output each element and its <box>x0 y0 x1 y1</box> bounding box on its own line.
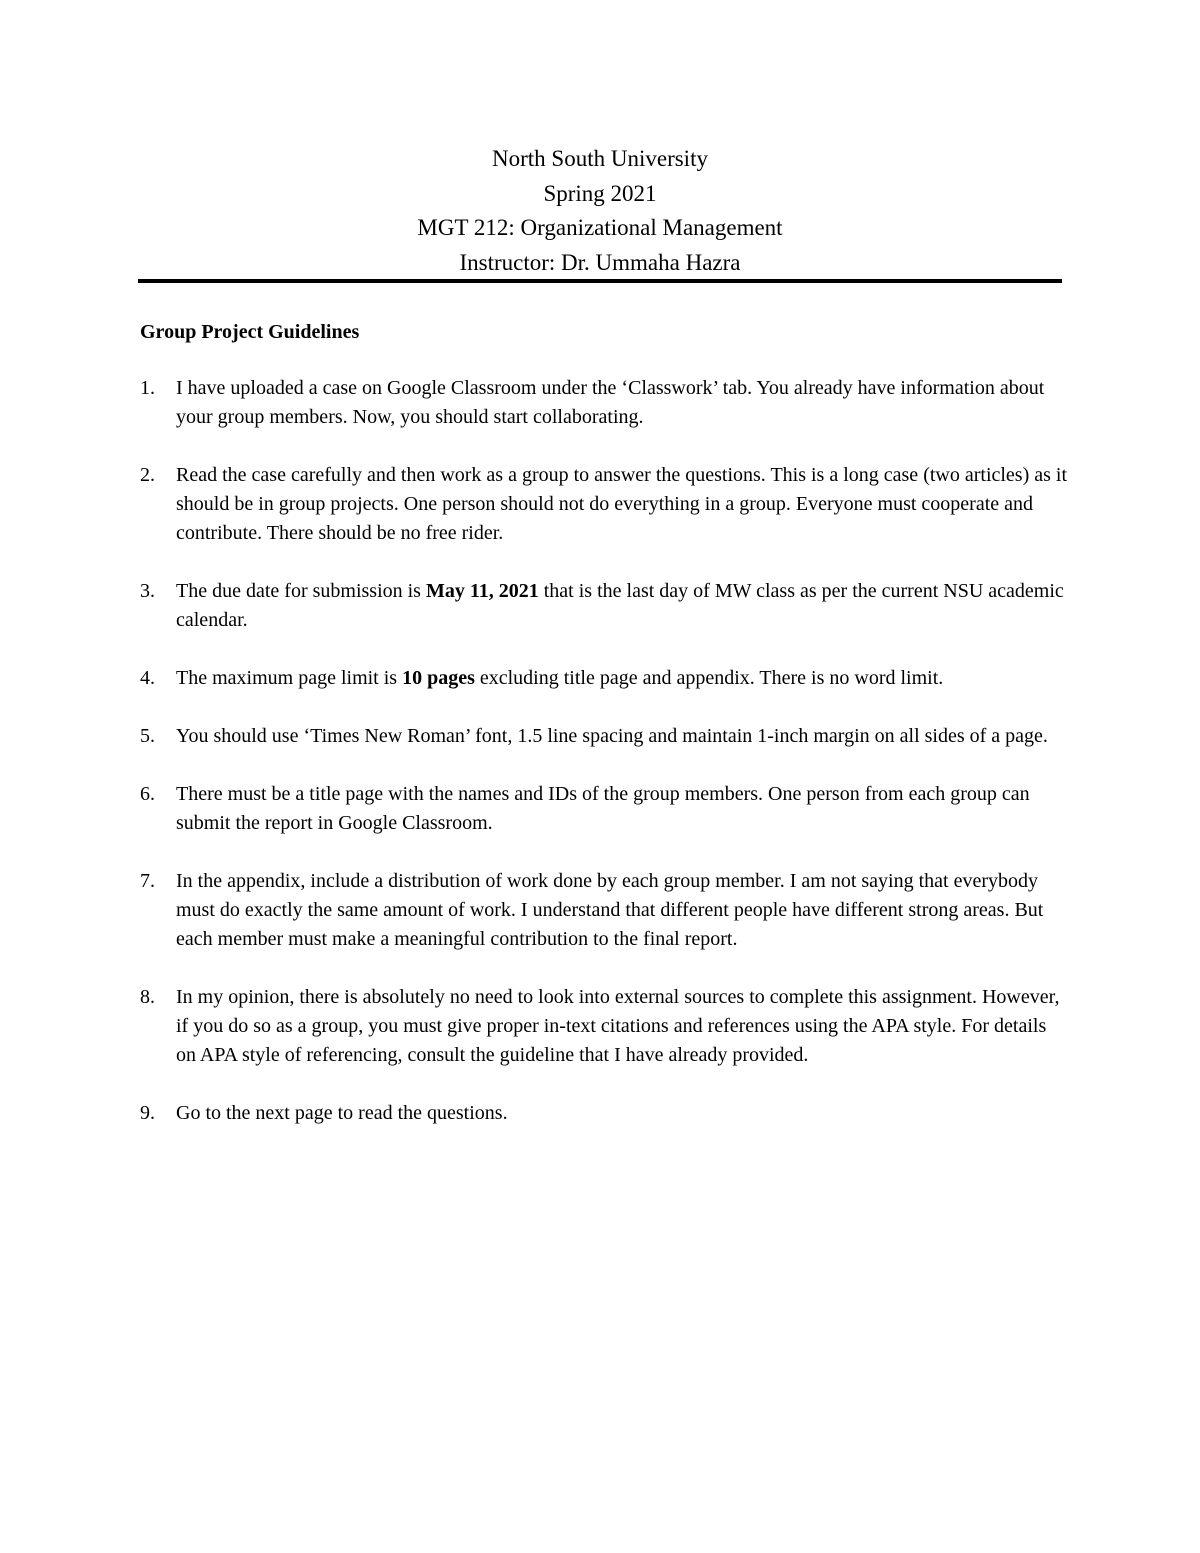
list-item <box>140 461 1070 548</box>
item-number: 1. <box>140 377 155 399</box>
item-text <box>176 577 1070 635</box>
list-item <box>140 664 1070 693</box>
due-date: May 11, 2021 <box>425 580 539 602</box>
item-number: 7. <box>140 870 155 892</box>
item-text: In the appendix, include a distribution of work done by each group member. I am not saying that everybody must do exactly the same amount of work. I understand that different people have different strong areas. But each member must make a meaningful contribution to the final report. <box>176 870 1044 950</box>
item-text: In my opinion, there is absolutely no need to look into external sources to complete this assignment. However, if you do so as a group, you must give proper in-text citations and references using the APA style. For details on APA style of referencing, consult the guideline that I have already provided. <box>176 986 1060 1066</box>
item-number: 5. <box>140 725 155 747</box>
term: Spring 2021 <box>543 180 657 206</box>
list-item <box>140 983 1070 1070</box>
guidelines-list <box>140 374 1070 1157</box>
item-number: 4. <box>140 667 155 689</box>
section-title: Group Project Guidelines <box>140 321 360 343</box>
course-title: MGT 212: Organizational Management <box>417 215 783 240</box>
list-item <box>140 867 1070 954</box>
list-item <box>140 577 1070 635</box>
list-item <box>140 1099 1070 1128</box>
item-text <box>176 664 1070 693</box>
header-divider <box>138 279 1062 283</box>
item-text: You should use ‘Times New Roman’ font, 1.5 line spacing and maintain 1-inch margin on all sides of a page. <box>176 725 1048 747</box>
item-text-pre: The maximum page limit is <box>176 667 403 689</box>
item-number: 2. <box>140 464 155 486</box>
item-text: I have uploaded a case on Google Classroom under the ‘Classwork’ tab. You already have information about your group members. Now, you should start collaborating. <box>176 377 1045 428</box>
item-number: 9. <box>140 1102 155 1124</box>
instructor-name: Instructor: Dr. Ummaha Hazra <box>459 249 741 275</box>
list-item <box>140 374 1070 432</box>
list-item <box>140 722 1070 751</box>
item-text: Go to the next page to read the questions. <box>176 1102 508 1124</box>
page-limit: 10 pages <box>402 667 475 689</box>
item-text: There must be a title page with the names and IDs of the group members. One person from each group can submit the report in Google Classroom. <box>176 783 1030 834</box>
item-number: 6. <box>140 783 155 805</box>
document-header <box>138 142 1062 280</box>
item-text: Read the case carefully and then work as a group to answer the questions. This is a long case (two articles) as it should be in group projects. One person should not do everything in a group. Everyone must cooperate and contribute. There should be no free rider. <box>176 464 1068 544</box>
item-text-post: that is the last day of MW class as per the current NSU academic calendar. <box>176 580 1064 631</box>
item-number: 8. <box>140 986 155 1008</box>
item-number: 3. <box>140 580 155 602</box>
item-text-pre: The due date for submission is <box>176 580 426 602</box>
item-text-post: excluding title page and appendix. There is no word limit. <box>474 667 944 689</box>
university-name: North South University <box>492 146 708 171</box>
list-item <box>140 780 1070 838</box>
